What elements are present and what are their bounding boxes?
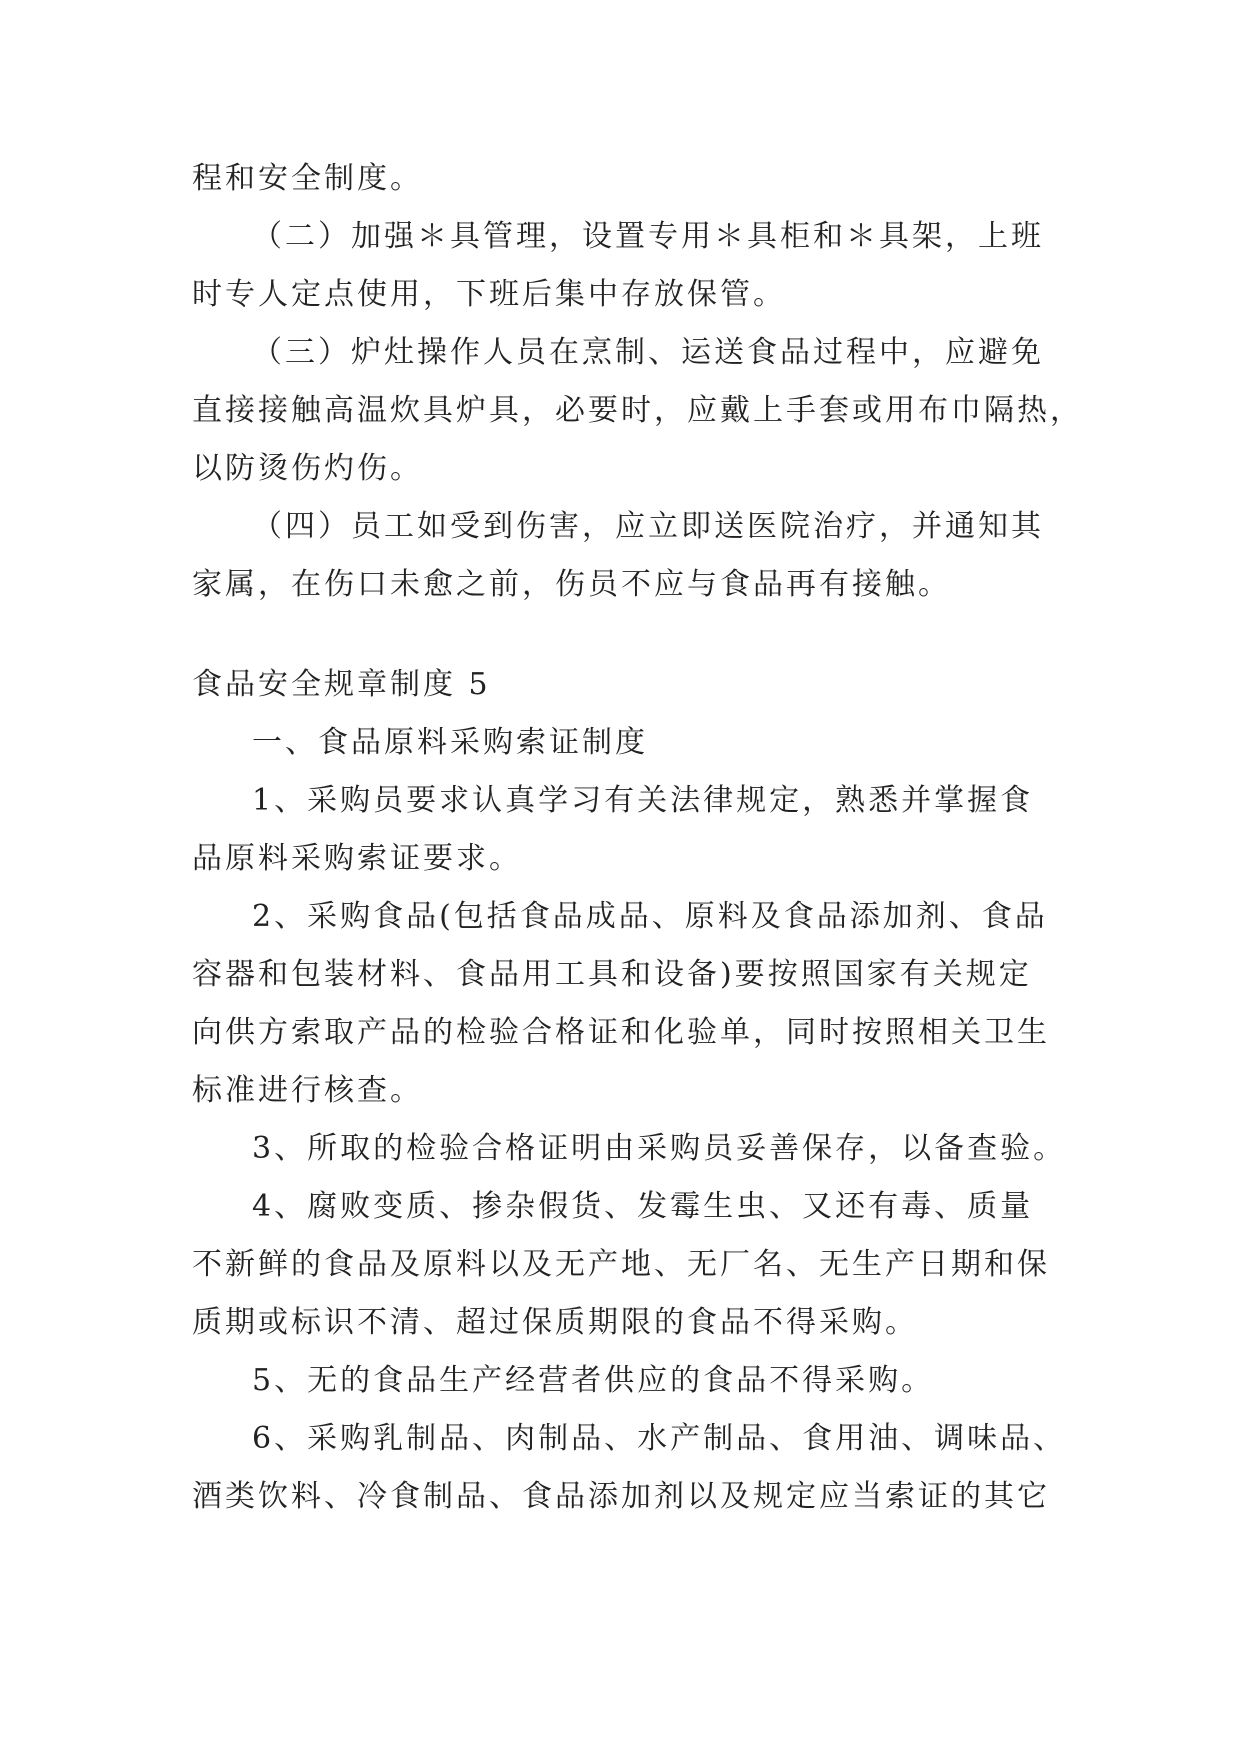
paragraph-line: 标准进行核查。 (192, 1073, 423, 1108)
paragraph-line: （二）加强＊具管理，设置专用＊具柜和＊具架，上班 (252, 219, 1044, 254)
paragraph-line: 向供方索取产品的检验合格证和化验单，同时按照相关卫生 (192, 1015, 1050, 1050)
section-gap (192, 614, 1052, 656)
paragraph-line: 质期或标识不清、超过保质期限的食品不得采购。 (192, 1305, 918, 1340)
subsection-heading: 一、食品原料采购索证制度 (252, 725, 648, 760)
paragraph-line: 不新鲜的食品及原料以及无产地、无厂名、无生产日期和保 (192, 1247, 1050, 1282)
paragraph-line: 5、无的食品生产经营者供应的食品不得采购。 (252, 1363, 935, 1398)
paragraph-line: 3、所取的检验合格证明由采购员妥善保存，以备查验。 (252, 1131, 1067, 1166)
document-body (192, 150, 1083, 1526)
paragraph-line: 家属，在伤口未愈之前，伤员不应与食品再有接触。 (192, 567, 951, 602)
paragraph-line: 4、腐败变质、掺杂假货、发霉生虫、又还有毒、质量 (252, 1189, 1034, 1224)
paragraph-line: 容器和包装材料、食品用工具和设备)要按照国家有关规定 (192, 957, 1032, 992)
paragraph-line: 1、采购员要求认真学习有关法律规定，熟悉并掌握食 (252, 783, 1034, 818)
section-title: 食品安全规章制度 5 (192, 667, 491, 702)
paragraph-line: 6、采购乳制品、肉制品、水产制品、食用油、调味品、 (252, 1421, 1067, 1456)
paragraph-line: 直接接触高温炊具炉具，必要时，应戴上手套或用布巾隔热， (192, 393, 1083, 428)
paragraph-line: 程和安全制度。 (192, 161, 423, 196)
paragraph-line: 2、采购食品(包括食品成品、原料及食品添加剂、食品 (252, 899, 1048, 934)
paragraph-line: 酒类饮料、冷食制品、食品添加剂以及规定应当索证的其它 (192, 1479, 1050, 1514)
paragraph-line: （三）炉灶操作人员在烹制、运送食品过程中，应避免 (252, 335, 1044, 370)
paragraph-line: 时专人定点使用，下班后集中存放保管。 (192, 277, 786, 312)
paragraph-line: （四）员工如受到伤害，应立即送医院治疗，并通知其 (252, 509, 1044, 544)
paragraph-line: 以防烫伤灼伤。 (192, 451, 423, 486)
paragraph-line: 品原料采购索证要求。 (192, 841, 522, 876)
